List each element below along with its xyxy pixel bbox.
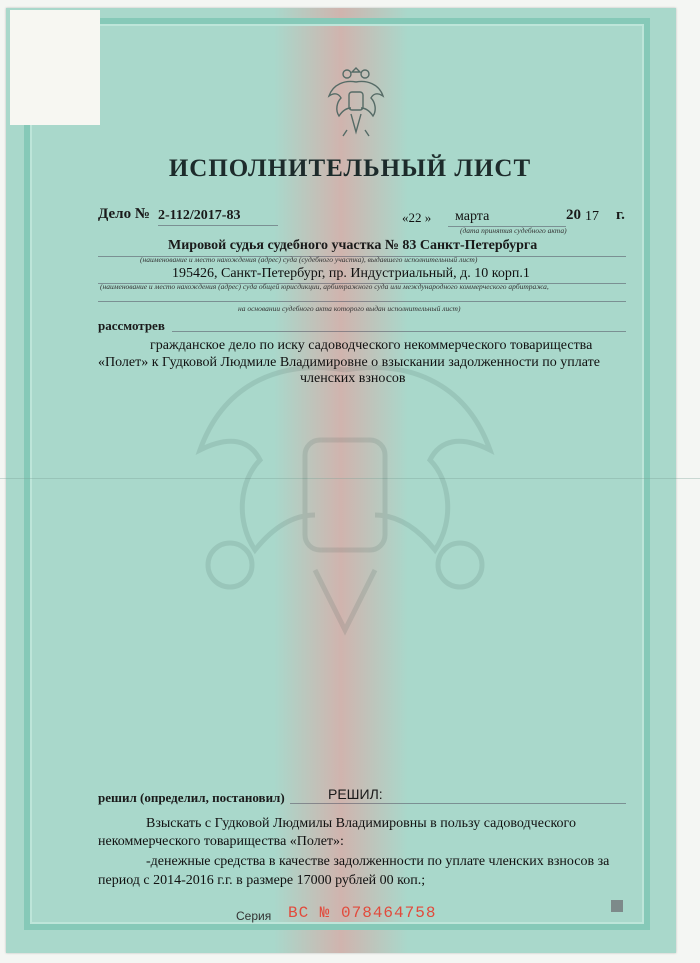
corner-stamp-mark (611, 900, 623, 912)
date-caption: (дата принятия судебного акта) (460, 226, 567, 235)
decided-value: РЕШИЛ: (328, 786, 383, 802)
corner-paper-patch (10, 10, 100, 125)
decided-label: решил (определил, постановил) (98, 790, 285, 805)
case-text-line-2: «Полет» к Гудковой Людмиле Владимировне о взыскании задолженности по уплате (98, 355, 600, 370)
case-number: 2-112/2017-83 (158, 208, 241, 223)
case-text-line-3: членских взносов (300, 371, 406, 386)
date-day: «22 » (402, 210, 432, 225)
ruling-line-4: период с 2014-2016 г.г. в размере 17000 рублей 00 коп.; (98, 873, 426, 888)
ruling-line-1: Взыскать с Гудковой Людмилы Владимировны в пользу садоводческого (146, 816, 576, 831)
court-name: Мировой судья судебного участка № 83 Санкт-Петербурга (168, 238, 538, 253)
considered-label: рассмотрев (98, 318, 165, 333)
date-year-suffix: 17 (585, 209, 599, 224)
case-text-line-1: гражданское дело по иску садоводческого некоммерческого товарищества (150, 338, 593, 353)
date-year-g: г. (616, 207, 625, 223)
date-year-prefix: 20 (566, 207, 581, 223)
case-label: Дело № (98, 206, 150, 222)
court-address: 195426, Санкт-Петербург, пр. Индустриальный, д. 10 корп.1 (172, 266, 530, 281)
ruling-line-2: некоммерческого товарищества «Полет»: (98, 834, 344, 849)
court-address-caption: (наименование и место нахождения (адрес) суда общей юрисдикции, арбитражного суда или международного коммерческого арбитража, (100, 282, 549, 291)
series-label: Серия (236, 909, 272, 923)
basis-caption: на основании судебного акта которого выдан исполнительный лист) (238, 304, 461, 313)
date-month: марта (455, 209, 490, 224)
ruling-line-3: -денежные средства в качестве задолженности по уплате членских взносов за (146, 854, 610, 869)
document-title: ИСПОЛНИТЕЛЬНЫЙ ЛИСТ (168, 155, 532, 182)
series-number: ВС № 078464758 (288, 904, 437, 922)
coat-of-arms-icon (325, 62, 387, 140)
court-caption: (наименование и место нахождения (адрес) суда (судебного участка), выдавшего исполнительный лист) (140, 255, 478, 264)
